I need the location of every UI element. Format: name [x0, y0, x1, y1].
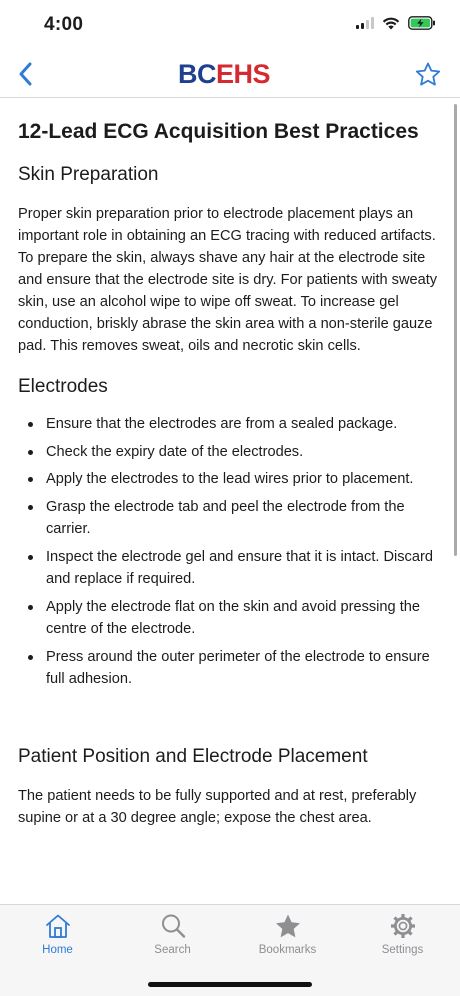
tab-label: Bookmarks [258, 944, 317, 956]
chevron-left-icon [18, 62, 32, 86]
patient-position-paragraph: The patient needs to be fully supported and at rest, preferably supine or at a 30 degree angle; expose the chest area. [18, 787, 417, 826]
section-heading-patient-position: Patient Position and Electrode Placement [18, 745, 368, 767]
cellular-signal-icon [356, 17, 374, 29]
back-button[interactable] [10, 58, 40, 90]
home-icon [43, 911, 73, 941]
list-item: Ensure that the electrodes are from a sealed package. [18, 413, 442, 436]
status-icons [356, 16, 436, 30]
star-icon [273, 911, 303, 941]
bcehs-logo [178, 60, 270, 88]
section-heading-skin-preparation: Skin Preparation [18, 164, 159, 185]
navigation-bar [0, 50, 460, 98]
electrodes-list [18, 413, 442, 691]
tab-label: Settings [381, 944, 424, 956]
wifi-icon [382, 17, 400, 30]
list-item: Check the expiry date of the electrodes. [18, 441, 442, 464]
list-item: Apply the electrodes to the lead wires prior to placement. [18, 468, 442, 491]
status-bar [0, 0, 460, 50]
list-item: Press around the outer perimeter of the electrode to ensure full adhesion. [18, 646, 442, 691]
list-item: Grasp the electrode tab and peel the electrode from the carrier. [18, 496, 442, 541]
search-icon [158, 911, 188, 941]
logo-bc: BC [178, 59, 216, 89]
bookmark-button[interactable] [412, 58, 444, 90]
battery-charging-icon [408, 16, 436, 30]
star-outline-icon [415, 62, 441, 87]
tab-home[interactable] [0, 905, 115, 996]
list-item: Apply the electrode flat on the skin and avoid pressing the centre of the electrode. [18, 596, 442, 641]
skin-preparation-paragraph: Proper skin preparation prior to electrode placement plays an important role in obtaining an ECG tracing with reduced artifacts. To prepare the skin, always shave any hair at the electrode site and ensure that the electrode site is dry. For patients with sweaty skin, use an alcohol wipe to wipe off sweat. To increase gel conduction, briskly abrase the skin area with a non-sterile gauze pad. This removes sweat, oils and necrotic skin cells. [18, 206, 438, 354]
gear-icon [388, 911, 418, 941]
article-content[interactable] [0, 99, 460, 904]
tab-label: Search [154, 944, 191, 956]
status-time: 4:00 [44, 14, 84, 35]
tab-settings[interactable] [345, 905, 460, 996]
section-heading-electrodes: Electrodes [18, 376, 108, 397]
scrollbar[interactable] [454, 104, 457, 556]
tab-label: Home [42, 944, 73, 956]
page-title: 12-Lead ECG Acquisition Best Practices [18, 120, 419, 143]
logo-ehs: EHS [216, 59, 271, 89]
list-item: Inspect the electrode gel and ensure that it is intact. Discard and replace if required. [18, 546, 442, 591]
home-indicator [148, 982, 312, 987]
